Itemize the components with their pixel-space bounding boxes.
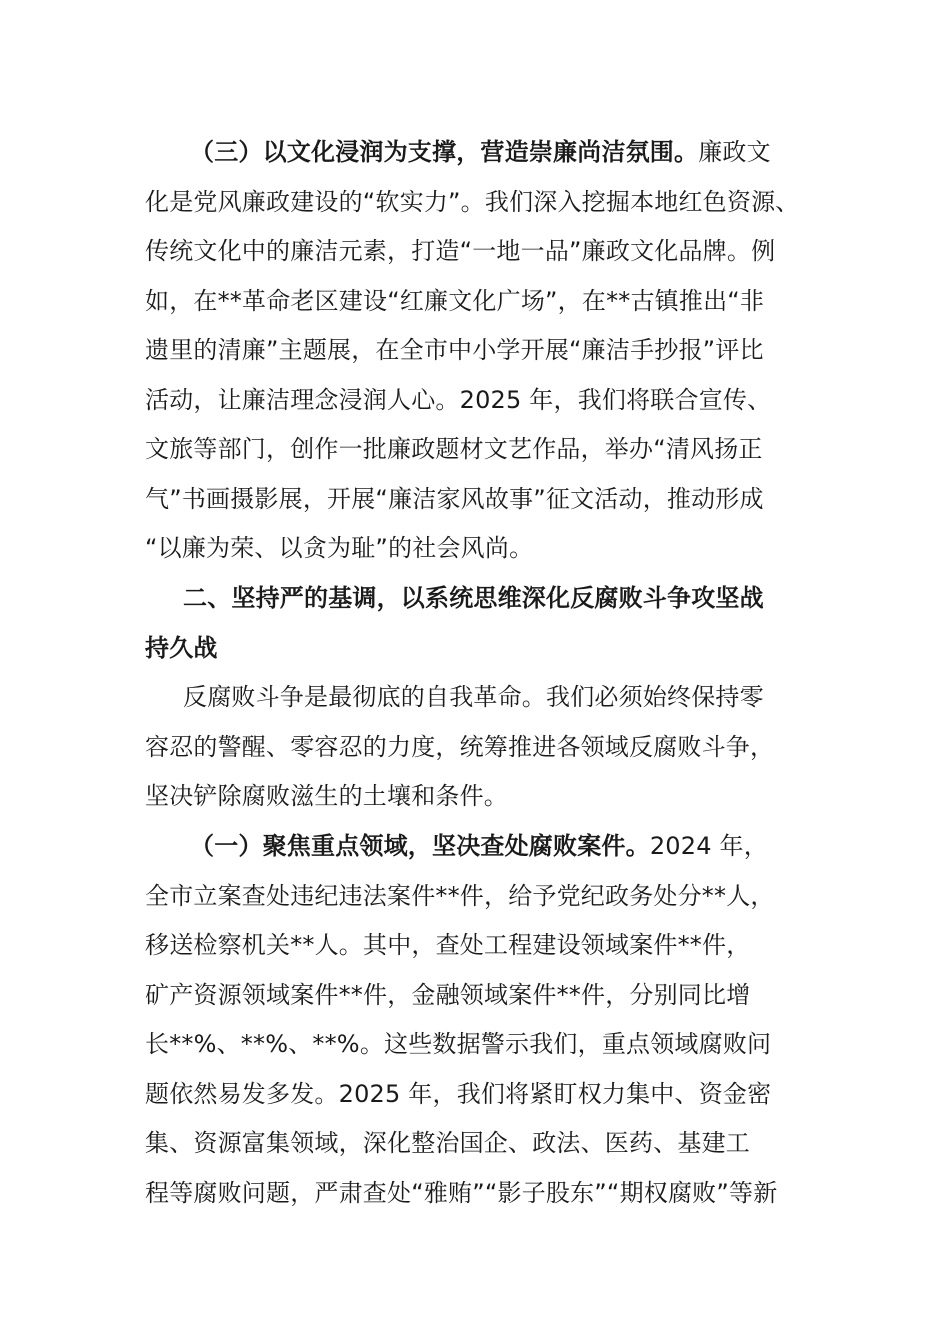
section-two-heading-line1: 二、坚持严的基调，以系统思维深化反腐败斗争攻坚战 [183, 584, 764, 612]
paragraph-line: 容忍的警醒、零容忍的力度，统筹推进各领域反腐败斗争， [145, 733, 775, 761]
paragraph-line: 集、资源富集领域，深化整治国企、政法、医药、基建工 [145, 1129, 750, 1157]
paragraph-line: 气”书画摄影展，开展“廉洁家风故事”征文活动，推动形成 [145, 485, 764, 513]
paragraph-line: 坚决铲除腐败滋生的土壤和条件。 [145, 782, 508, 810]
paragraph-line: 移送检察机关**人。其中，查处工程建设领域案件**件， [145, 931, 751, 959]
paragraph-line: 如，在**革命老区建设“红廉文化广场”，在**古镇推出“非 [145, 287, 765, 315]
section-three-heading: （三）以文化浸润为支撑，营造崇廉尚洁氛围。 [190, 138, 699, 166]
paragraph-line: 传统文化中的廉洁元素，打造“一地一品”廉政文化品牌。例 [145, 237, 776, 265]
section-two-heading-line2: 持久战 [145, 634, 218, 662]
paragraph-line: 活动，让廉洁理念浸润人心。2025 年，我们将联合宣传、 [145, 386, 772, 414]
paragraph-line: 题依然易发多发。2025 年，我们将紧盯权力集中、资金密 [145, 1080, 772, 1108]
paragraph-line: 程等腐败问题，严肃查处“雅贿”“影子股东”“期权腐败”等新 [145, 1179, 778, 1207]
paragraph-line: 全市立案查处违纪违法案件**件，给予党纪政务处分**人， [145, 882, 775, 910]
subsection-one-first-line [190, 821, 768, 871]
subsection-one-line1-tail: 2024 年， [649, 832, 768, 860]
paragraph-line: 反腐败斗争是最彻底的自我革命。我们必须始终保持零 [183, 683, 764, 711]
paragraph-line: 长**%、**%、**%。这些数据警示我们，重点领域腐败问 [145, 1030, 772, 1058]
paragraph-line: 矿产资源领域案件**件，金融领域案件**件，分别同比增 [145, 981, 751, 1009]
subsection-one-heading: （一）聚焦重点领域，坚决查处腐败案件。 [190, 832, 650, 860]
paragraph-line: 化是党风廉政建设的“软实力”。我们深入挖掘本地红色资源、 [145, 188, 800, 216]
section-three-line1-tail: 廉政文 [698, 138, 771, 166]
paragraph-line: 文旅等部门，创作一批廉政题材文艺作品，举办“清风扬正 [145, 435, 763, 463]
paragraph-line: “以廉为荣、以贪为耻”的社会风尚。 [145, 534, 534, 562]
paragraph-line: 遗里的清廉”主题展，在全市中小学开展“廉洁手抄报”评比 [145, 336, 764, 364]
section-three-first-line [190, 127, 771, 177]
